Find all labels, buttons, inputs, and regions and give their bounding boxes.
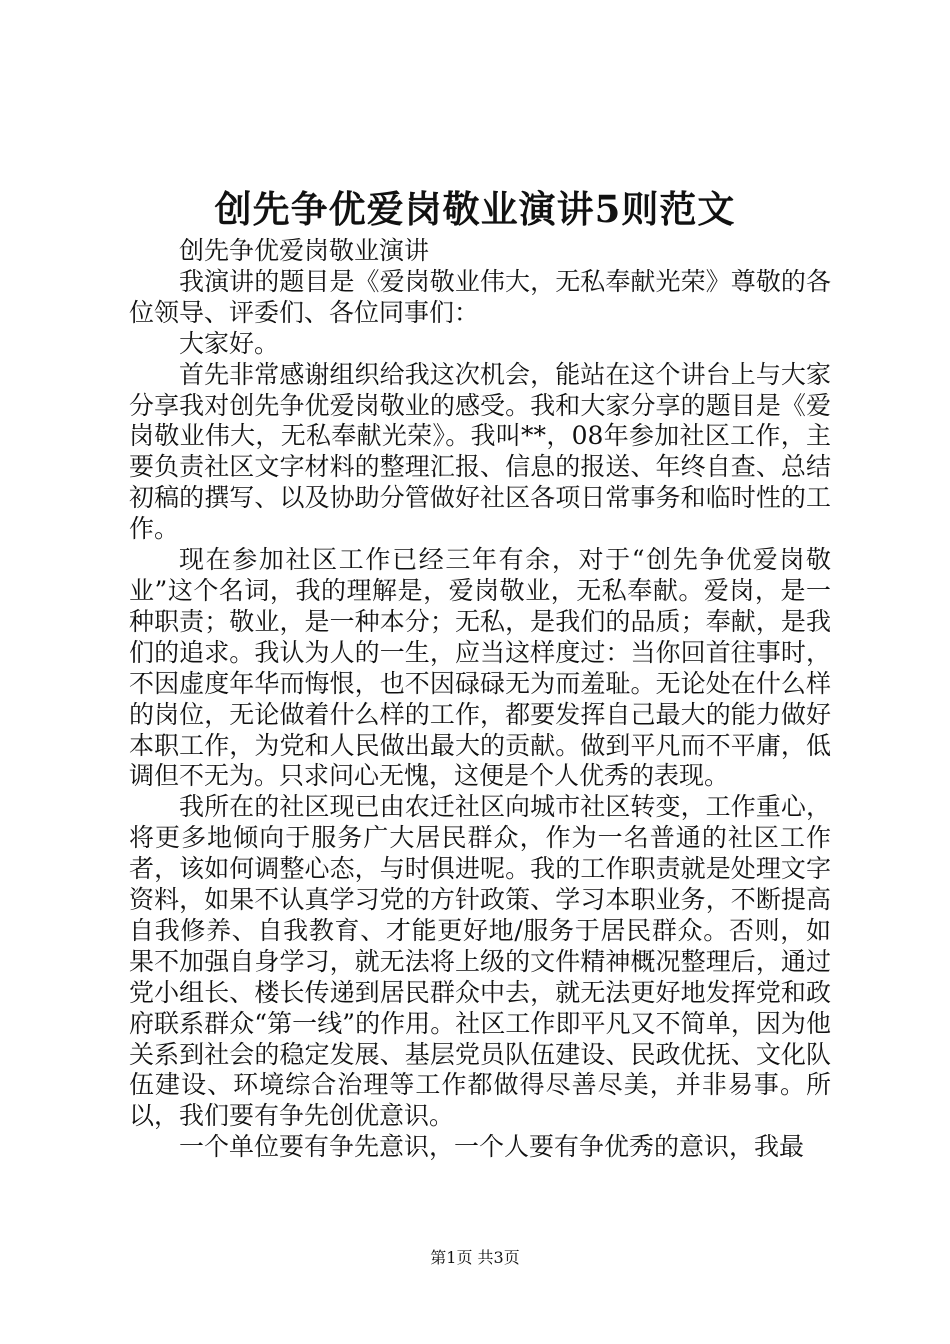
- paragraph: 现在参加社区工作已经三年有余，对于“创先争优爱岗敬业”这个名词，我的理解是，爱岗敬业，无私奉献。爱岗，是一种职责；敬业，是一种本分；无私，是我们的品质；奉献，是我们的追求。我认为人的一生，应当这样度过：当你回首往事时，不因虚度年华而悔恨，也不因碌碌无为而羞耻。无论处在什么样的岗位，无论做着什么样的工作，都要发挥自己最大的能力做好本职工作，为党和人民做出最大的贡献。做到平凡而不平庸，低调但不无为。只求问心无愧，这便是个人优秀的表现。: [129, 545, 831, 791]
- document-title: 创先争优爱岗敬业演讲5则范文: [214, 187, 736, 231]
- paragraph: 首先非常感谢组织给我这次机会，能站在这个讲台上与大家分享我对创先争优爱岗敬业的感受。我和大家分享的题目是《爱岗敬业伟大，无私奉献光荣》。我叫**，08年参加社区工作，主要负责社区文字材料的整理汇报、信息的报送、年终自查、总结初稿的撰写、以及协助分管做好社区各项日常事务和临时性的工作。: [129, 359, 831, 544]
- paragraph: 一个单位要有争先意识，一个人要有争优秀的意识，我最: [179, 1132, 805, 1162]
- paragraph: 创先争优爱岗敬业演讲: [179, 236, 430, 265]
- paragraph: 大家好。: [179, 328, 280, 358]
- document-body: [129, 236, 831, 1163]
- paragraph: 我所在的社区现已由农迁社区向城市社区转变，工作重心，将更多地倾向于服务广大居民群众，作为一名普通的社区工作者，该如何调整心态，与时俱进呢。我的工作职责就是处理文字资料，如果不认真学习党的方针政策、学习本职业务，不断提高自我修养、自我教育、才能更好地/服务于居民群众。否则，如果不加强自身学习，就无法将上级的文件精神概况整理后，通过党小组长、楼长传递到居民群众中去，就无法更好地发挥党和政府联系群众“第一线”的作用。社区工作即平凡又不简单，因为他关系到社会的稳定发展、基层党员队伍建设、民政优抚、文化队伍建设、环境综合治理等工作都做得尽善尽美，并非易事。所以，我们要有争先创优意识。: [129, 792, 831, 1131]
- paragraph: 我演讲的题目是《爱岗敬业伟大，无私奉献光荣》尊敬的各位领导、评委们、各位同事们：: [129, 266, 831, 327]
- page-footer: 第1页 共3页: [430, 1248, 520, 1267]
